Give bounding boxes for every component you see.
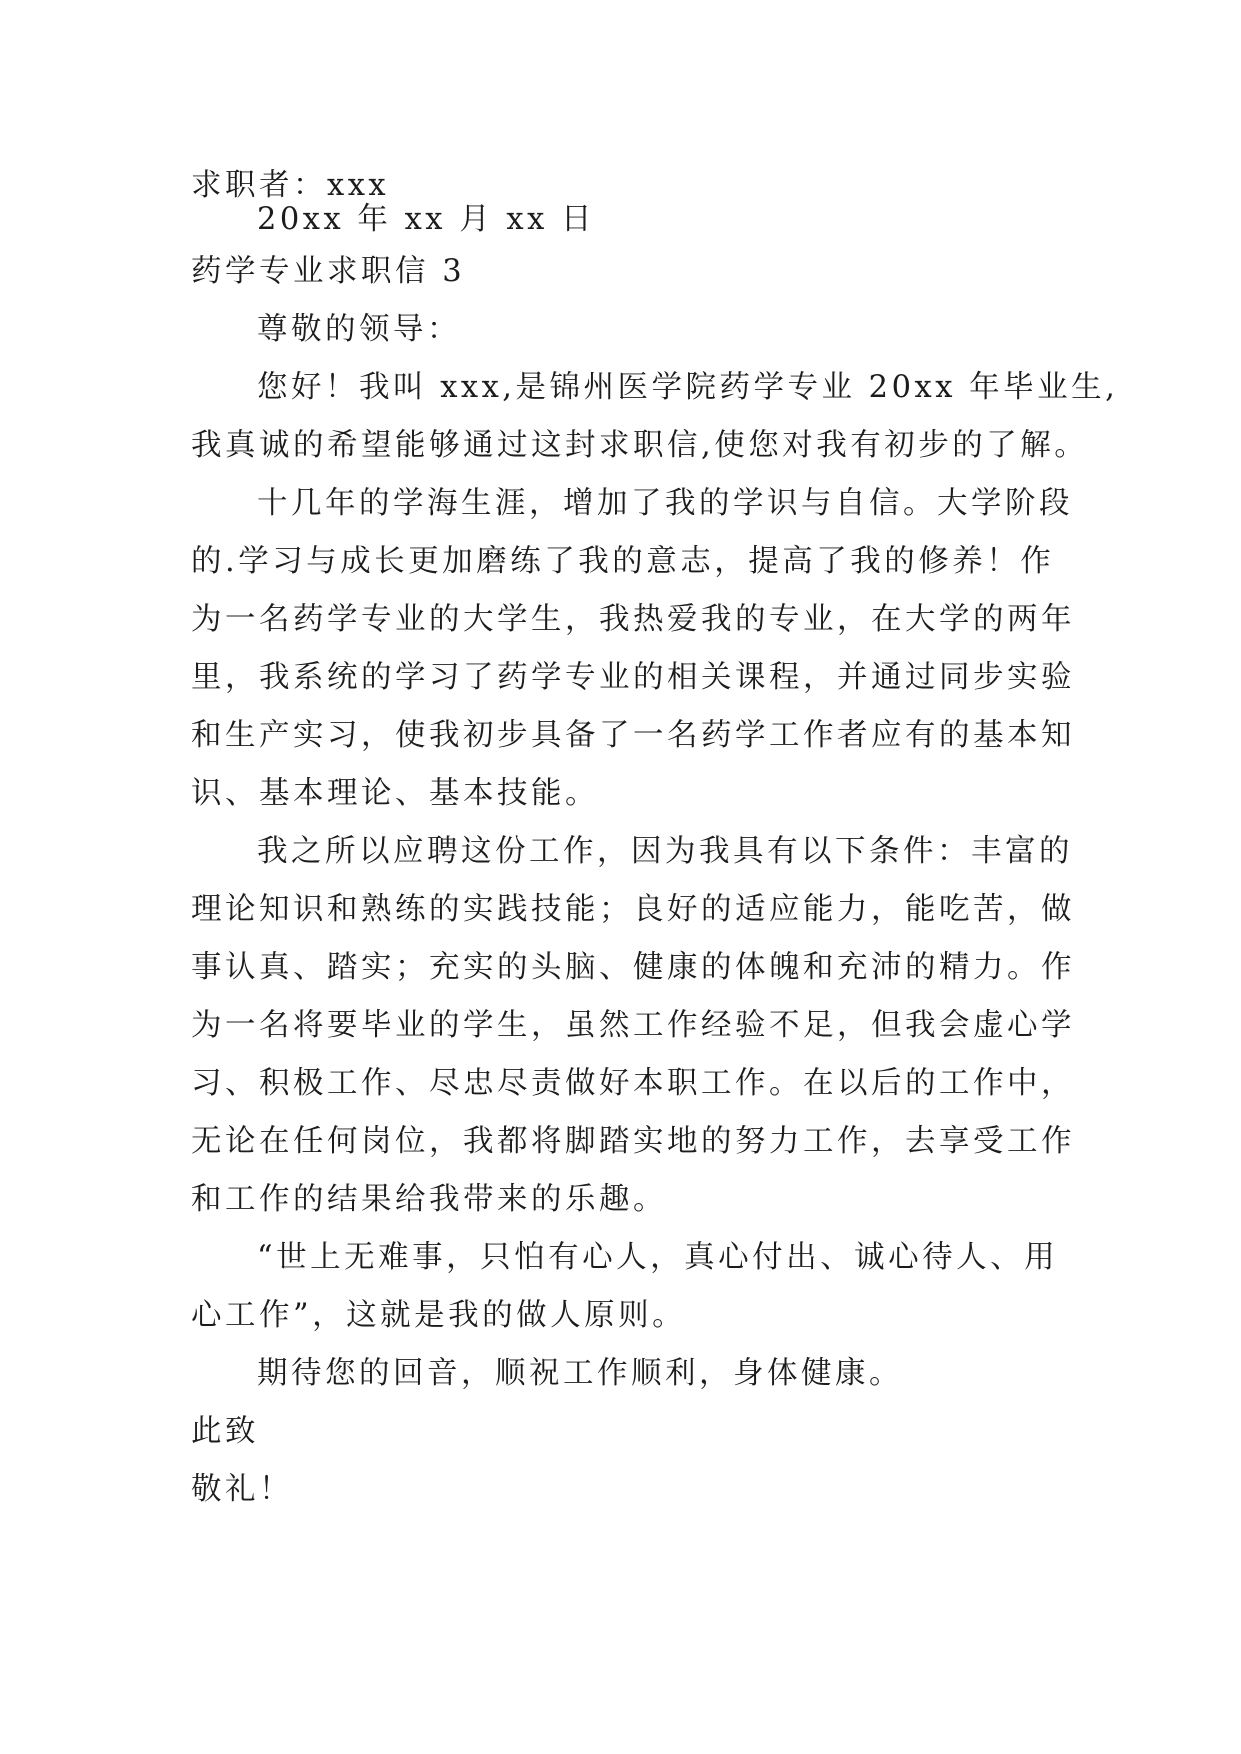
body-line: 为一名药学专业的大学生，我热爱我的专业，在大学的两年 [191,602,1075,637]
body-line: “世上无难事，只怕有心人，真心付出、诚心待人、用 [257,1240,1059,1275]
body-line: 事认真、踏实；充实的头脑、健康的体魄和充沛的精力。作 [191,950,1075,985]
body-line: 心工作”，这就是我的做人原则。 [191,1298,687,1333]
body-line: 和生产实习，使我初步具备了一名药学工作者应有的基本知 [191,718,1075,753]
body-line: 我真诚的希望能够通过这封求职信,使您对我有初步的了解。 [191,428,1089,463]
body-line: 期待您的回音，顺祝工作顺利，身体健康。 [257,1356,903,1391]
body-line: 我之所以应聘这份工作，因为我具有以下条件：丰富的 [257,834,1073,869]
closing-line: 此致 [191,1414,259,1449]
closing-line: 敬礼！ [191,1472,293,1507]
body-line: 十几年的学海生涯，增加了我的学识与自信。大学阶段 [257,486,1073,521]
applicant-line: 求职者：xxx [191,168,390,203]
body-line: 理论知识和熟练的实践技能；良好的适应能力，能吃苦，做 [191,892,1075,927]
section-title: 药学专业求职信 3 [191,254,466,289]
date-line: 20xx 年 xx 月 xx 日 [257,202,595,237]
body-line: 里，我系统的学习了药学专业的相关课程，并通过同步实验 [191,660,1075,695]
body-line: 为一名将要毕业的学生，虽然工作经验不足，但我会虚心学 [191,1008,1075,1043]
body-line: 习、积极工作、尽忠尽责做好本职工作。在以后的工作中， [191,1066,1075,1101]
body-line: 的.学习与成长更加磨练了我的意志，提高了我的修养！作 [191,544,1055,579]
salutation: 尊敬的领导： [257,312,461,347]
body-line: 您好！我叫 xxx,是锦州医学院药学专业 20xx 年毕业生, [257,370,1119,405]
body-line: 无论在任何岗位，我都将脚踏实地的努力工作，去享受工作 [191,1124,1075,1159]
body-line: 识、基本理论、基本技能。 [191,776,599,811]
body-line: 和工作的结果给我带来的乐趣。 [191,1182,667,1217]
